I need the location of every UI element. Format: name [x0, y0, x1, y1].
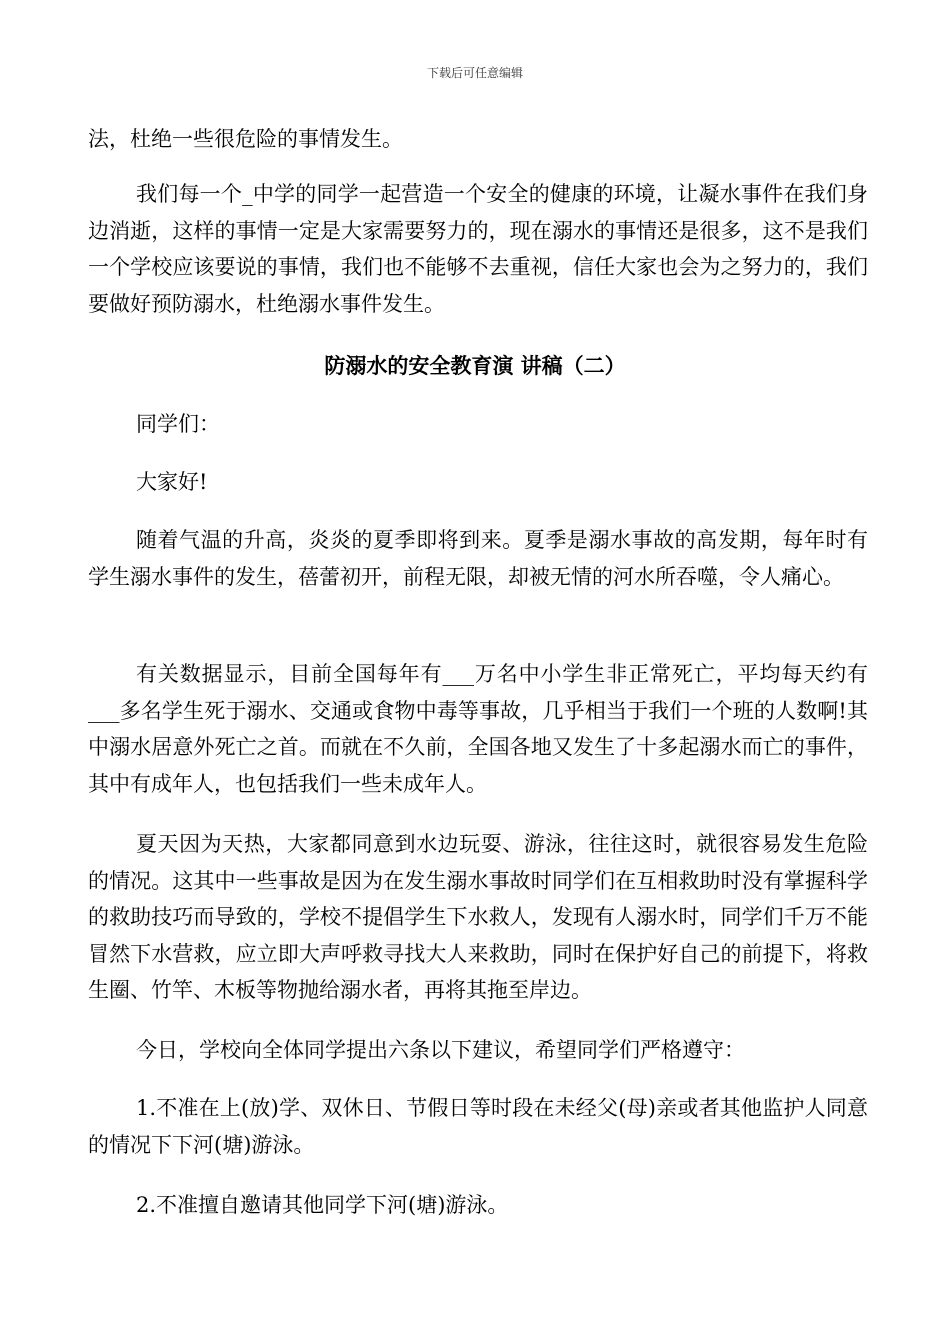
page-header-note: 下载后可任意编辑 — [426, 66, 523, 80]
rule-item-2: 2.不准擅自邀请其他同学下河(塘)游泳。 — [136, 1193, 509, 1217]
paragraph-summer-drowning: 随着气温的升高，炎炎的夏季即将到来。夏季是溺水事故的高发期，每年时有学生溺水事件的发生，蓓蕾初开，前程无限，却被无情的河水所吞噬，令人痛心。 — [88, 528, 868, 589]
greeting-classmates: 同学们： — [136, 412, 220, 436]
greeting-hello: 大家好! — [136, 470, 208, 494]
paragraph-rescue-advice: 夏天因为天热，大家都同意到水边玩耍、游泳，往往这时，就很容易发生危险的情况。这其中一些事故是因为在发生溺水事故时同学们在互相救助时没有掌握科学的救助技巧而导致的，学校不提倡学生下水救人，发现有人溺水时，同学们千万不能冒然下水营救，应立即大声呼救寻找大人来救助，同时在保护好自己的前提下，将救生圈、竹竿、木板等物抛给溺水者，再将其拖至岸边。 — [88, 832, 868, 1002]
rule-item-1: 1.不准在上(放)学、双休日、节假日等时段在未经父(母)亲或者其他监护人同意的情况下下河(塘)游泳。 — [88, 1096, 868, 1157]
section-title: 防溺水的安全教育演 讲稿（二） — [324, 353, 626, 378]
paragraph-continuation: 法，杜绝一些很危险的事情发生。 — [88, 127, 403, 151]
paragraph-suggestions-intro: 今日，学校向全体同学提出六条以下建议，希望同学们严格遵守： — [136, 1038, 745, 1062]
paragraph-statistics: 有关数据显示，目前全国每年有___万名中小学生非正常死亡，平均每天约有___多名学生死于溺水、交通或食物中毒等事故，几乎相当于我们一个班的人数啊!其中溺水居意外死亡之首。而就在不久前，全国各地又发生了十多起溺水而亡的事件，其中有成年人，也包括我们一些未成年人。 — [88, 662, 868, 796]
paragraph-school-environment: 我们每一个_中学的同学一起营造一个安全的健康的环境，让凝水事件在我们身边消逝，这样的事情一定是大家需要努力的，现在溺水的事情还是很多，这不是我们一个学校应该要说的事情，我们也不能够不去重视，信任大家也会为之努力的，我们要做好预防溺水，杜绝溺水事件发生。 — [88, 182, 868, 316]
